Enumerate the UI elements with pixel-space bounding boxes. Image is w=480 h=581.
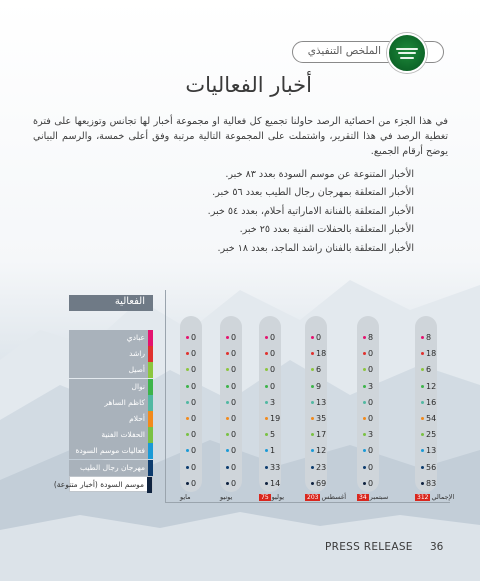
data-label (363, 463, 403, 479)
data-value: 17 (316, 430, 327, 440)
data-value: 3 (368, 430, 374, 440)
series-dot (226, 482, 229, 485)
intro-paragraph: في هذا الجزء من احصائية الرصد حاولنا تجميع كل فعالية او مجموعة أخبار لها تجانس وتوزيعها على فترة تغطية الرصد في هذا التقرير، واشتملت على المجموعة التالية مرتبة وفق أعلى خمسة، والرسم البياني يوضح أرقام الجميع. (33, 116, 448, 157)
data-label (226, 349, 266, 365)
bullet-list (208, 166, 414, 258)
series-dot (265, 385, 268, 388)
series-dot (265, 449, 268, 452)
data-value: 25 (426, 430, 437, 440)
data-value: 0 (316, 333, 322, 342)
footer-label: PRESS RELEASE (325, 541, 413, 553)
data-label (311, 446, 351, 462)
data-label (311, 398, 351, 414)
data-label (311, 414, 351, 430)
series-dot (363, 352, 366, 355)
data-value: 12 (426, 381, 437, 391)
series-dot (265, 401, 268, 404)
data-value: 0 (270, 349, 276, 359)
series-dot (363, 336, 366, 339)
series-dot (363, 449, 366, 452)
data-value: 0 (191, 365, 197, 375)
column-label-text: يونيو (220, 493, 233, 501)
column-label (259, 493, 284, 501)
legend-color-swatch (148, 443, 153, 459)
data-label (421, 333, 461, 349)
series-dot (226, 433, 229, 436)
series-dot (363, 401, 366, 404)
data-value: 6 (426, 365, 432, 375)
data-value: 0 (231, 446, 237, 456)
legend-row-label: راشد (129, 349, 145, 359)
data-label (265, 446, 305, 462)
column-label (415, 493, 454, 501)
series-dot (265, 417, 268, 420)
legend-color-swatch (148, 379, 153, 395)
series-dot (363, 433, 366, 436)
series-dot (226, 368, 229, 371)
legend-color-swatch (148, 362, 153, 378)
data-label (186, 365, 226, 381)
data-value: 12 (316, 446, 327, 456)
data-value: 0 (231, 478, 237, 488)
column-label-text: مايو (180, 493, 191, 501)
data-value: 6 (316, 365, 322, 375)
legend-row (69, 460, 153, 476)
data-label (421, 382, 461, 398)
series-dot (421, 449, 424, 452)
data-value: 1 (270, 446, 276, 456)
data-value: 0 (231, 430, 237, 440)
series-dot (421, 417, 424, 420)
data-value: 0 (231, 381, 237, 391)
column-label (180, 493, 191, 501)
legend-row-label: مهرجان رجال الطيب (80, 462, 145, 472)
series-dot (421, 482, 424, 485)
column-label (305, 493, 346, 501)
data-label (186, 463, 226, 479)
flag-logo-icon (387, 33, 427, 73)
data-label (265, 463, 305, 479)
data-value: 0 (368, 478, 374, 488)
data-label (363, 333, 403, 349)
data-label (186, 414, 226, 430)
series-dot (186, 417, 189, 420)
bullet-item: الأخبار المتعلقة بالحفلات الفنية بعدد ٢٥ خبر. (239, 224, 414, 236)
data-value: 0 (191, 430, 197, 440)
series-dot (265, 336, 268, 339)
legend-color-swatch (148, 411, 153, 427)
data-value: 16 (426, 397, 437, 407)
data-label (363, 365, 403, 381)
data-label (226, 365, 266, 381)
data-value: 56 (426, 462, 437, 472)
series-dot (186, 352, 189, 355)
data-label (186, 333, 226, 349)
series-dot (265, 352, 268, 355)
series-dot (265, 433, 268, 436)
series-dot (421, 401, 424, 404)
data-value: 0 (231, 333, 237, 342)
legend-row-label: الحفلات الفنية (101, 430, 145, 440)
data-label (186, 349, 226, 365)
series-dot (311, 352, 314, 355)
series-dot (186, 433, 189, 436)
data-value: 0 (191, 478, 197, 488)
series-dot (421, 385, 424, 388)
page-number: 36 (430, 541, 444, 553)
data-value: 0 (191, 381, 197, 391)
series-dot (311, 449, 314, 452)
series-dot (226, 417, 229, 420)
data-label (363, 349, 403, 365)
legend-row-label: موسم السودة (أخبار متنوعة) (53, 479, 144, 489)
data-label (186, 446, 226, 462)
series-dot (311, 368, 314, 371)
series-dot (226, 466, 229, 469)
chart-axis-horizontal (165, 502, 450, 503)
data-value: 0 (231, 462, 237, 472)
bullet-item: الأخبار المتعلقة بالفنان راشد الماجد، بعدد ١٨ خبر. (217, 242, 414, 254)
legend-header (69, 295, 153, 311)
series-dot (186, 368, 189, 371)
legend-color-swatch (148, 330, 153, 346)
data-value: 54 (426, 414, 437, 423)
legend-row-label: أحلام (129, 414, 145, 423)
data-value: 0 (191, 446, 197, 456)
data-label (421, 398, 461, 414)
series-dot (311, 401, 314, 404)
series-dot (363, 417, 366, 420)
column-total-badge: 75 (261, 494, 269, 501)
data-value: 23 (316, 462, 327, 472)
series-dot (265, 466, 268, 469)
data-label (311, 365, 351, 381)
bullet-item: الأخبار المتعلقة بمهرجان رجال الطيب بعدد ٥٦ خبر. (212, 187, 414, 199)
data-value: 0 (191, 414, 197, 423)
data-label (265, 398, 305, 414)
data-label (226, 463, 266, 479)
series-dot (186, 466, 189, 469)
data-value: 18 (316, 349, 327, 359)
series-dot (311, 433, 314, 436)
data-value: 14 (270, 478, 281, 488)
series-dot (186, 385, 189, 388)
data-value: 35 (316, 414, 327, 423)
legend-row (69, 362, 153, 378)
series-dot (421, 368, 424, 371)
series-dot (226, 449, 229, 452)
data-label (421, 365, 461, 381)
data-value: 13 (316, 397, 327, 407)
data-label (311, 430, 351, 446)
data-label (226, 382, 266, 398)
data-value: 0 (231, 365, 237, 375)
data-value: 18 (426, 349, 437, 359)
data-value: 0 (368, 462, 374, 472)
data-label (265, 414, 305, 430)
legend-row (69, 427, 153, 443)
data-label (363, 414, 403, 430)
data-label (363, 398, 403, 414)
series-dot (226, 385, 229, 388)
data-label (265, 430, 305, 446)
data-value: 33 (270, 462, 281, 472)
data-value: 69 (316, 478, 327, 488)
data-label (311, 333, 351, 349)
column-label (357, 493, 388, 501)
legend-title: الفعالية (114, 296, 145, 307)
data-label (265, 349, 305, 365)
series-dot (421, 336, 424, 339)
column-total-badge: 34 (359, 494, 367, 501)
data-label (265, 365, 305, 381)
data-label (265, 382, 305, 398)
data-value: 0 (191, 333, 197, 342)
data-label (363, 446, 403, 462)
series-dot (311, 417, 314, 420)
column-label (220, 493, 232, 501)
data-value: 0 (231, 414, 237, 423)
data-value: 0 (191, 462, 197, 472)
series-dot (363, 466, 366, 469)
data-label (265, 333, 305, 349)
data-value: 3 (270, 397, 276, 407)
data-label (363, 382, 403, 398)
data-label (421, 349, 461, 365)
data-value: 0 (270, 333, 276, 342)
series-dot (421, 466, 424, 469)
data-value: 0 (368, 446, 374, 456)
data-value: 0 (191, 349, 197, 359)
data-value: 0 (368, 414, 374, 423)
legend-row (69, 346, 153, 362)
data-value: 0 (368, 397, 374, 407)
data-label (226, 446, 266, 462)
legend-row-label: أصيل (128, 365, 145, 375)
data-value: 0 (270, 365, 276, 375)
data-value: 8 (426, 333, 432, 342)
chart-axis-vertical (165, 290, 166, 503)
data-value: 19 (270, 414, 281, 423)
data-value: 3 (368, 381, 374, 391)
series-dot (265, 482, 268, 485)
data-value: 0 (270, 381, 276, 391)
series-dot (186, 449, 189, 452)
legend-row-label: كاظم الساهر (104, 397, 145, 407)
data-label (311, 463, 351, 479)
bullet-item: الأخبار المتنوعة عن موسم السودة بعدد ٨٣ خبر. (225, 169, 414, 180)
column-total-badge: 203 (307, 494, 319, 501)
data-value: 9 (316, 381, 322, 391)
data-value: 0 (368, 349, 374, 359)
series-dot (186, 401, 189, 404)
column-label-text: سبتمبر (369, 493, 389, 501)
series-dot (226, 352, 229, 355)
legend-color-swatch (148, 346, 153, 362)
series-dot (311, 466, 314, 469)
legend-row (69, 443, 153, 459)
legend-row-label: فعاليات موسم السودة (75, 446, 145, 456)
data-label (186, 382, 226, 398)
section-label: الملخص التنفيذي (307, 45, 381, 57)
data-label (226, 333, 266, 349)
series-dot (363, 482, 366, 485)
column-label-text: أغسطس (321, 493, 347, 501)
series-dot (421, 352, 424, 355)
legend-row-label: نوال (131, 381, 145, 391)
bullet-item: الأخبار المتعلقة بالفنانة الاماراتية أحلام، بعدد ٥٤ خبر. (207, 205, 414, 217)
series-dot (226, 401, 229, 404)
data-label (226, 414, 266, 430)
series-dot (311, 385, 314, 388)
data-label (186, 430, 226, 446)
column-label-text: الإجمالي (431, 493, 455, 501)
legend-color-swatch (148, 460, 153, 476)
data-label (421, 446, 461, 462)
page-title: أخبار الفعاليات (185, 73, 312, 97)
data-label (186, 398, 226, 414)
column-total-badge: 312 (417, 494, 429, 501)
series-dot (265, 368, 268, 371)
data-label (311, 349, 351, 365)
legend-row (53, 476, 153, 492)
data-label (421, 463, 461, 479)
data-label (363, 430, 403, 446)
legend-row (69, 379, 153, 395)
legend-row (69, 411, 153, 427)
series-dot (421, 433, 424, 436)
legend-color-swatch (148, 427, 153, 443)
legend-row-label: عبادي (126, 333, 145, 342)
column-label-text: يوليو (271, 493, 285, 501)
data-value: 0 (231, 397, 237, 407)
series-dot (311, 336, 314, 339)
legend-row (69, 330, 153, 346)
data-label (226, 430, 266, 446)
series-dot (226, 336, 229, 339)
data-value: 0 (231, 349, 237, 359)
data-value: 8 (368, 333, 374, 342)
data-value: 0 (368, 365, 374, 375)
series-dot (363, 385, 366, 388)
legend-color-swatch (147, 477, 152, 493)
series-dot (186, 336, 189, 339)
legend-color-swatch (148, 395, 153, 411)
legend-row (69, 395, 153, 411)
series-dot (311, 482, 314, 485)
data-label (421, 430, 461, 446)
data-value: 0 (191, 397, 197, 407)
data-value: 13 (426, 446, 437, 456)
data-value: 83 (426, 478, 437, 488)
series-dot (186, 482, 189, 485)
data-label (311, 382, 351, 398)
series-dot (363, 368, 366, 371)
data-label (421, 414, 461, 430)
data-label (226, 398, 266, 414)
data-value: 5 (270, 430, 276, 440)
